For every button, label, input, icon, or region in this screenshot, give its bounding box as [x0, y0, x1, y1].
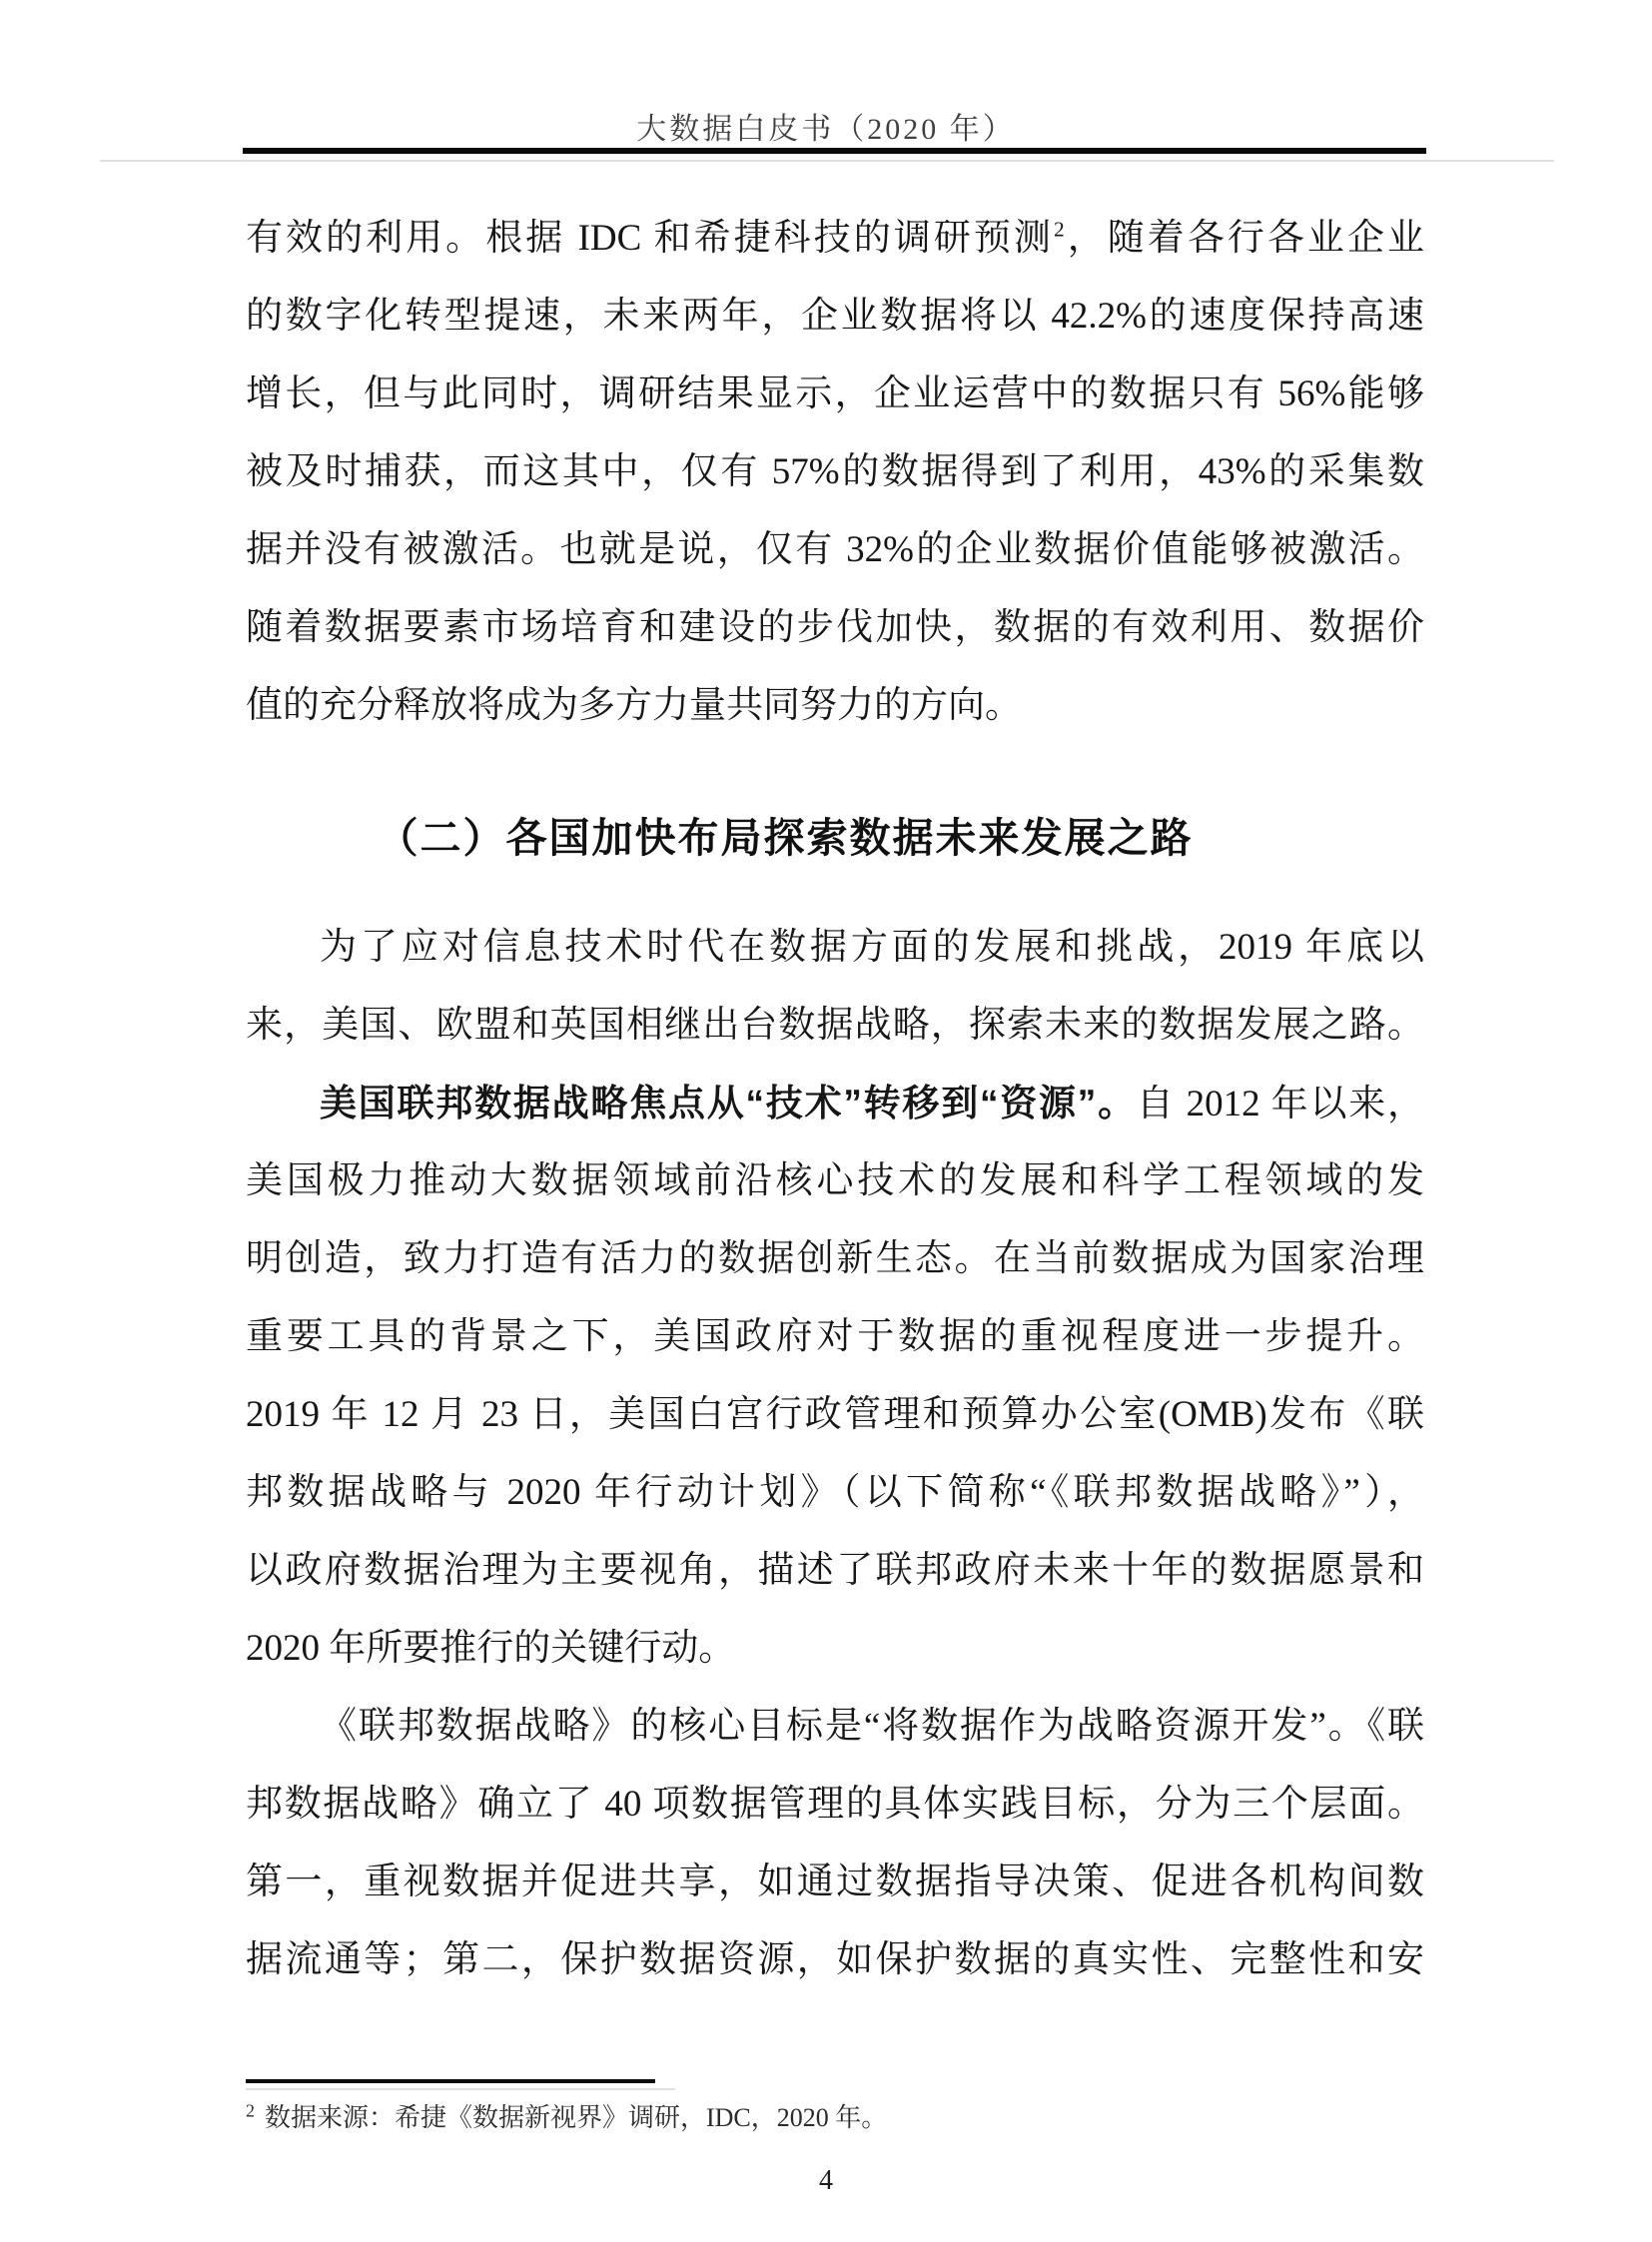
text-line: 的数字化转型提速，未来两年，企业数据将以 42.2%的速度保持高速 — [246, 296, 1424, 337]
footnote-rule — [246, 2079, 655, 2083]
text-line: 被及时捕获，而这其中，仅有 57%的数据得到了利用，43%的采集数 — [246, 451, 1424, 492]
header-rule — [243, 148, 1426, 154]
text-line: 为了应对信息技术时代在数据方面的发展和挑战，2019 年底以 — [320, 927, 1424, 968]
section-heading: （二）各国加快布局探索数据未来发展之路 — [377, 815, 1194, 861]
footnote-marker: 2 — [246, 2100, 255, 2121]
text-line: 据流通等；第二，保护数据资源，如保护数据的真实性、完整性和安 — [246, 1939, 1424, 1980]
text-line: 邦数据战略与 2020 年行动计划》（以下简称“《联邦数据战略》”）， — [246, 1472, 1424, 1513]
text-line: 邦数据战略》确立了 40 项数据管理的具体实践目标，分为三个层面。 — [246, 1784, 1424, 1825]
text-line: 第一，重视数据并促进共享，如通过数据指导决策、促进各机构间数 — [246, 1862, 1424, 1902]
text-line: 值的充分释放将成为多方力量共同努力的方向。 — [246, 685, 1022, 726]
footnote — [246, 2097, 1424, 2139]
paragraph-2 — [246, 909, 1424, 1065]
footnote-text: 数据来源：希捷《数据新视界》调研，IDC，2020 年。 — [265, 2103, 888, 2132]
paragraph-1 — [246, 200, 1424, 745]
paragraph-4 — [246, 1688, 1424, 1999]
text-line: 增长，但与此同时，调研结果显示，企业运营中的数据只有 56%能够 — [246, 374, 1424, 414]
text-line: 来，美国、欧盟和英国相继出台数据战略，探索未来的数据发展之路。 — [246, 1005, 1424, 1046]
text-line: 据并没有被激活。也就是说，仅有 32%的企业数据价值能够被激活。 — [246, 529, 1424, 570]
text-line: 美国联邦数据战略焦点从“技术”转移到“资源”。自 2012 年以来， — [320, 1083, 1424, 1124]
header-title: 大数据白皮书（2020 年） — [636, 113, 1016, 146]
text-line: 2020 年所要推行的关键行动。 — [246, 1628, 736, 1669]
footnote-rule-shadow — [246, 2088, 675, 2090]
text-line: 重要工具的背景之下，美国政府对于数据的重视程度进一步提升。 — [246, 1316, 1424, 1357]
text-line: 美国极力推动大数据领域前沿核心技术的发展和科学工程领域的发 — [246, 1160, 1424, 1201]
text-line: 《联邦数据战略》的核心目标是“将数据作为战略资源开发”。《联 — [320, 1706, 1424, 1747]
paragraph-3 — [246, 1065, 1424, 1688]
text-line: 以政府数据治理为主要视角，描述了联邦政府未来十年的数据愿景和 — [246, 1550, 1424, 1591]
text-line: 2019 年 12 月 23 日，美国白宫行政管理和预算办公室(OMB)发布《联 — [246, 1394, 1424, 1435]
header-rule-shadow — [100, 160, 1554, 162]
text-line: 明创造，致力打造有活力的数据创新生态。在当前数据成为国家治理 — [246, 1238, 1424, 1279]
page-number: 4 — [819, 2165, 833, 2196]
text-line: 有效的利用。根据 IDC 和希捷科技的调研预测$^2$，随着各行各业企业 — [246, 217, 1424, 259]
text-line: 随着数据要素市场培育和建设的步伐加快，数据的有效利用、数据价 — [246, 607, 1424, 648]
